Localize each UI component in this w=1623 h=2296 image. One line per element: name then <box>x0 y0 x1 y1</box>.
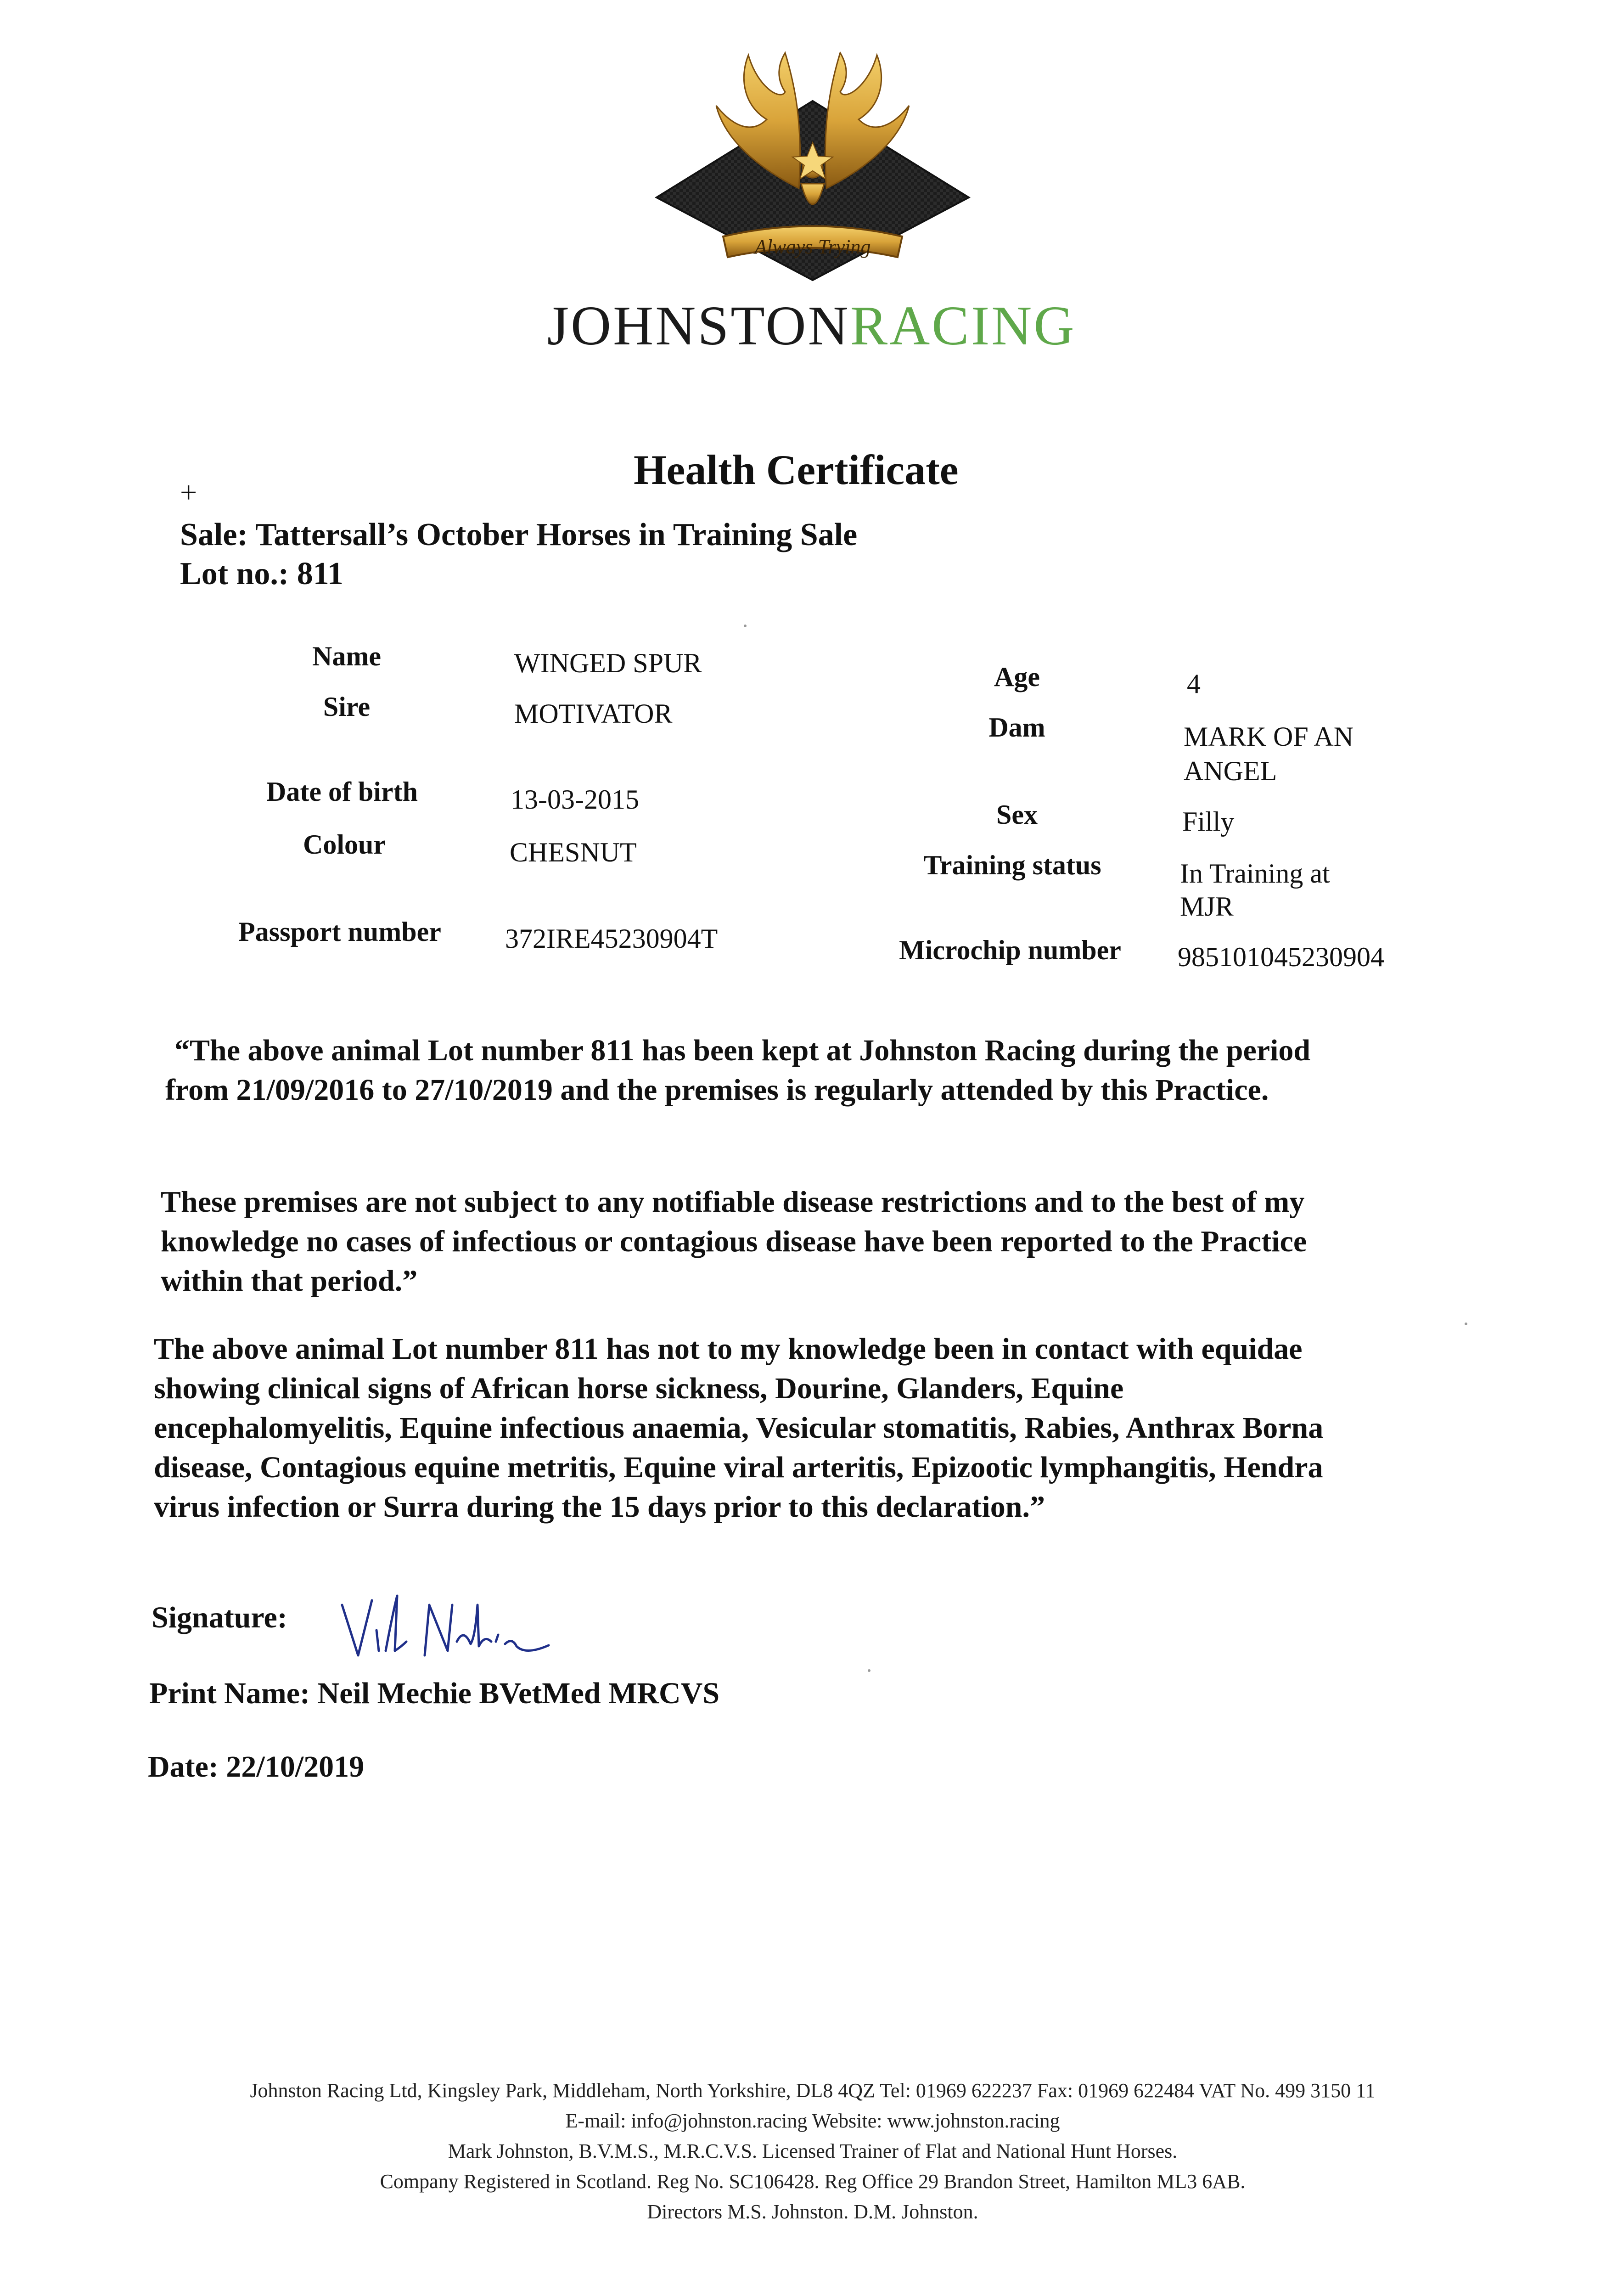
lot-number-heading: Lot no.: 811 <box>180 556 343 591</box>
dam-value-line1: MARK OF AN <box>1184 721 1354 752</box>
speck <box>744 625 747 627</box>
colour-label: Colour <box>303 829 386 860</box>
training-status-value-line1: In Training at <box>1180 858 1330 889</box>
age-label: Age <box>994 662 1040 692</box>
colour-value: CHESNUT <box>510 837 637 867</box>
footer-trainer-line: Mark Johnston, B.V.M.S., M.R.C.V.S. Licensed Trainer of Flat and National Hunt Horses. <box>448 2140 1178 2162</box>
declaration-paragraph-3: The above animal Lot number 811 has not to my knowledge been in contact with equidae showing clinical signs of African horse sickness, Dourine, Glanders, Equine encephalomyelitis, Equine infectious anaemia, Vesicular stomatitis, Rabies, Anthrax Borna disease, Contagious equine metritis, Equine viral arteritis, Epizootic lymphangitis, Hendra virus infection or Surra during the 15 days prior to this declaration.” <box>154 1332 1324 1524</box>
date-of-birth-value: 13-03-2015 <box>511 784 639 815</box>
signature-label: Signature: <box>152 1601 287 1634</box>
footer-address-line: Johnston Racing Ltd, Kingsley Park, Middleham, North Yorkshire, DL8 4QZ Tel: 01969 622237 Fax: 01969 622484 VAT No. 499 3150 11 <box>250 2079 1376 2102</box>
handwritten-signature <box>333 1587 553 1669</box>
passport-number-label: Passport number <box>238 917 441 947</box>
footer-directors-line: Directors M.S. Johnston. D.M. Johnston. <box>647 2200 978 2223</box>
logo-motto: Always Trying <box>754 236 871 258</box>
signature-date: Date: 22/10/2019 <box>148 1750 365 1784</box>
footer-contact-line: E-mail: info@johnston.racing Website: www.johnston.racing <box>565 2110 1060 2132</box>
dam-label: Dam <box>988 712 1045 743</box>
date-of-birth-label: Date of birth <box>266 777 418 807</box>
microchip-number-value: 985101045230904 <box>1178 942 1384 972</box>
speck <box>868 1669 870 1672</box>
footer-registration-line: Company Registered in Scotland. Reg No. SC106428. Reg Office 29 Brandon Street, Hamilton ML3 6AB. <box>380 2170 1246 2193</box>
dam-value-line2: ANGEL <box>1184 756 1277 786</box>
declaration-paragraph-1: “The above animal Lot number 811 has been kept at Johnston Racing during the period from 21/09/2016 to 27/10/2019 and the premises is regularly attended by this Practice. <box>165 1034 1311 1107</box>
sex-value: Filly <box>1182 806 1235 837</box>
sire-label: Sire <box>323 692 371 722</box>
declaration-paragraph-2: These premises are not subject to any notifiable disease restrictions and to the best of my knowledge no cases of infectious or contagious disease have been reported to the Practice within that period.” <box>161 1185 1307 1298</box>
speck <box>1465 1322 1467 1325</box>
page-title: Health Certificate <box>634 446 959 493</box>
plus-mark: + <box>180 476 197 509</box>
name-label: Name <box>312 641 381 671</box>
training-status-label: Training status <box>923 850 1101 880</box>
passport-number-value: 372IRE45230904T <box>505 923 718 954</box>
sex-label: Sex <box>996 799 1038 830</box>
age-value: 4 <box>1187 669 1201 699</box>
microchip-number-label: Microchip number <box>899 935 1121 965</box>
company-footer <box>101 2076 1524 2227</box>
sire-value: MOTIVATOR <box>514 698 673 729</box>
name-value: WINGED SPUR <box>514 648 702 678</box>
sale-heading: Sale: Tattersall’s October Horses in Training Sale <box>180 517 858 552</box>
print-name: Print Name: Neil Mechie BVetMed MRCVS <box>149 1677 720 1710</box>
brand-wordmark <box>519 294 1104 358</box>
training-status-value-line2: MJR <box>1180 891 1234 922</box>
brand-part-racing: RACING <box>850 295 1076 357</box>
brand-part-johnston: JOHNSTON <box>547 295 850 357</box>
